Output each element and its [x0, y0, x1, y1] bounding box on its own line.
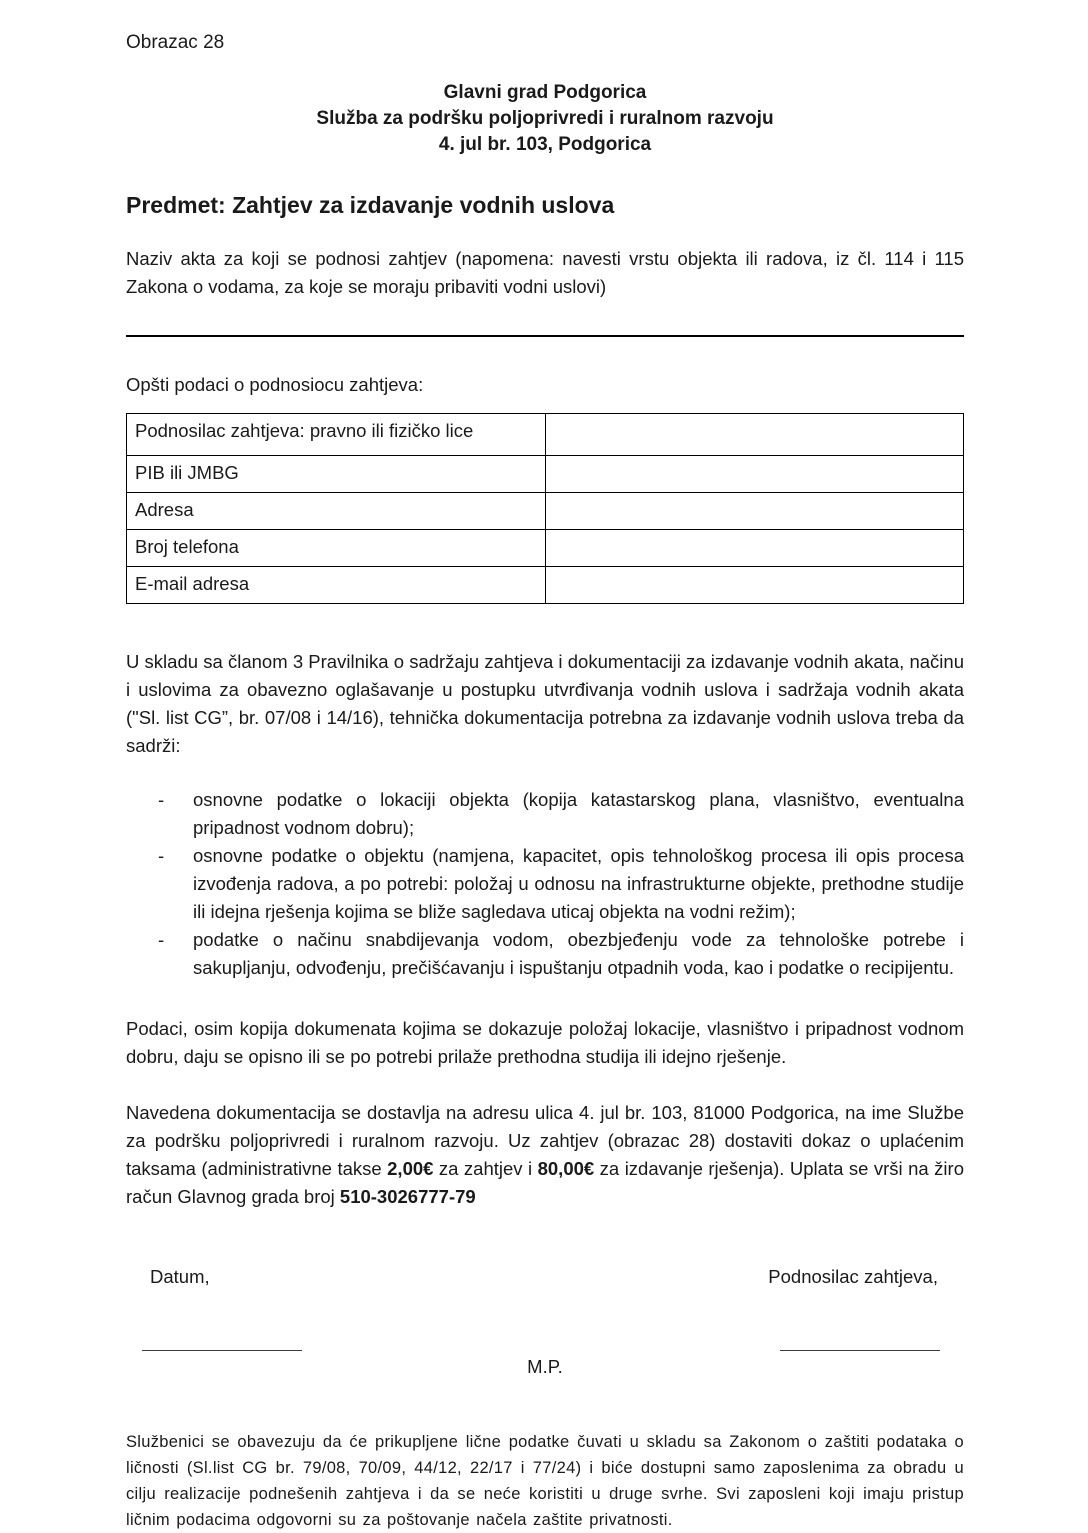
phone-field[interactable]: [545, 530, 964, 567]
signature-labels-row: [126, 1263, 964, 1291]
submission-text: za zahtjev i: [433, 1158, 538, 1179]
header-department: Služba za podršku poljoprivredi i ruralnom razvoju: [316, 108, 774, 129]
subject-heading: Predmet: Zahtjev za izdavanje vodnih uslova: [126, 192, 615, 218]
requirement-text: osnovne podatke o objektu (namjena, kapacitet, opis tehnološkog procesa ili opis procesa izvođenja radova, a po potrebi: položaj u odnosu na infrastrukturne objekte, prethodne studije ili idejna rješenja kojima se bliže sagledava uticaj objekta na vodni režim);: [193, 845, 964, 922]
date-label: Datum,: [150, 1266, 210, 1287]
dash-bullet: -: [158, 929, 165, 950]
pib-jmbg-field[interactable]: [545, 456, 964, 493]
form-code: Obrazac 28: [126, 32, 225, 53]
privacy-notice: Službenici se obavezuju da će prikupljene lične podatke čuvati u skladu sa Zakonom o zaštiti podataka o ličnosti (Sl.list CG br. 79/08, 70/09, 44/12, 22/17 i 77/24) i biće dostupni samo zaposlenima za obradu u cilju realizacije podnešenih zahtjeva i da se neće koristiti u druge svrhe. Svi zaposleni koji imaju pristup ličnim podacima odgovorni su za poštovanje načela zaštite privatnosti.: [126, 1433, 964, 1529]
applicant-signature-line[interactable]: [780, 1327, 940, 1351]
applicant-name-label: Podnosilac zahtjeva: pravno ili fizičko lice: [127, 414, 546, 456]
address-label: Adresa: [127, 493, 546, 530]
table-row: [127, 567, 964, 604]
act-name-blank-line[interactable]: [126, 335, 964, 337]
regulation-paragraph: U skladu sa članom 3 Pravilnika o sadržaju zahtjeva i dokumentaciji za izdavanje vodnih akata, načinu i uslovima za obavezno oglašavanje u postupku utvrđivanja vodnih uslova i sadržaja vodnih akata ("Sl. list CG”, br. 07/08 i 14/16), tehnička dokumentacija potrebna za izdavanje vodnih uslova treba da sadrži:: [126, 651, 964, 756]
pib-jmbg-label: PIB ili JMBG: [127, 456, 546, 493]
list-item: [158, 842, 964, 926]
submission-text: za izdavanje rješenja). Uplata se vrši na žiro račun Glavnog grada broj: [126, 1158, 964, 1207]
table-row: [127, 530, 964, 567]
applicant-info-table: [126, 413, 964, 604]
intro-note-paragraph: Naziv akta za koji se podnosi zahtjev (napomena: navesti vrstu objekta ili radova, iz čl. 114 i 115 Zakona o vodama, za koje se moraju pribaviti vodni uslovi): [126, 248, 964, 297]
email-label: E-mail adresa: [127, 567, 546, 604]
dash-bullet: -: [158, 789, 165, 810]
address-field[interactable]: [545, 493, 964, 530]
requirement-text: podatke o načinu snabdijevanja vodom, obezbjeđenju vode za tehnološke potrebe i sakupljanju, odvođenju, prečišćavanju i ispuštanju otpadnih voda, kao i podatke o recipijentu.: [193, 929, 964, 978]
submission-paragraph: [126, 1099, 964, 1211]
data-note-paragraph: Podaci, osim kopija dokumenata kojima se dokazuje položaj lokacije, vlasništvo i pripadnost vodnom dobru, daju se opisno ili se po potrebi prilaže prethodna studija ili idejno rješenje.: [126, 1018, 964, 1067]
header-address: 4. jul br. 103, Podgorica: [438, 134, 652, 155]
dash-bullet: -: [158, 845, 165, 866]
table-row: [127, 493, 964, 530]
stamp-placeholder: M.P.: [527, 1356, 563, 1377]
date-signature-line[interactable]: [142, 1327, 302, 1351]
requirements-list: [158, 786, 964, 982]
list-item: [158, 926, 964, 982]
table-row: [127, 414, 964, 456]
requirement-text: osnovne podatke o lokaciji objekta (kopija katastarskog plana, vlasništvo, eventualna pripadnost vodnom dobru);: [193, 789, 964, 838]
applicant-section-title: Opšti podaci o podnosiocu zahtjeva:: [126, 374, 424, 395]
list-item: [158, 786, 964, 842]
submission-text: Navedena dokumentacija se dostavlja na adresu ulica 4. jul br. 103, 81000 Podgorica, na ime Službe za podršku poljoprivredi i ruralnom razvoju. Uz zahtjev (obrazac 28) dostaviti dokaz o uplaćenim taksama (administrativne takse: [126, 1102, 964, 1179]
signature-lines-row: [126, 1323, 964, 1351]
decision-fee-amount: 80,00€: [537, 1158, 595, 1179]
phone-label: Broj telefona: [127, 530, 546, 567]
applicant-name-field[interactable]: [545, 414, 964, 456]
request-fee-amount: 2,00€: [387, 1158, 434, 1179]
header-institution: Glavni grad Podgorica: [443, 82, 647, 103]
applicant-signature-label: Podnosilac zahtjeva,: [768, 1266, 938, 1287]
table-row: [127, 456, 964, 493]
document-header: [126, 80, 964, 158]
bank-account-number: 510-3026777-79: [339, 1186, 476, 1207]
email-field[interactable]: [545, 567, 964, 604]
